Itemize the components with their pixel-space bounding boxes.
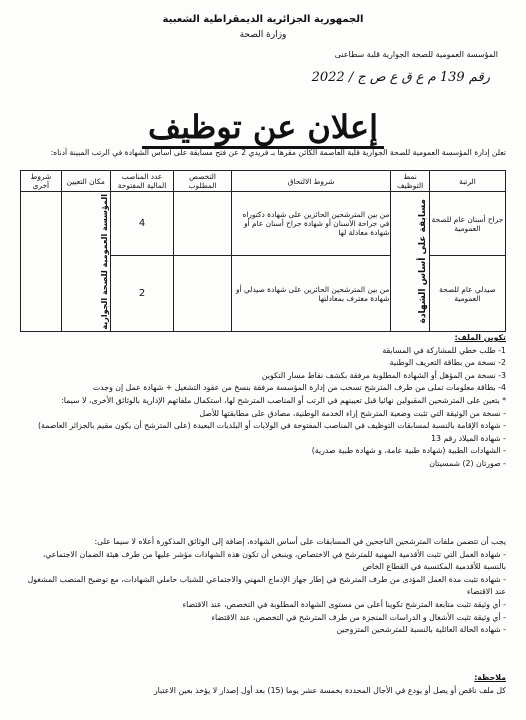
criteria-item: - شهادة العمل التي تثبت الأقدمية المهنية للمترشح في الاختصاص، وينبغي أن تكون هذه الشهادات مؤشر عليها من طرف هيئة الضمان الاجتماعي، بالنسبة للأقدمية المكتسبة في القطاع الخاص [42, 549, 506, 572]
th-specialty: التخصص المطلوب [174, 171, 231, 192]
note-label: ملاحظة: [474, 673, 506, 682]
mode-value: مسابقة على أساس الشهادة [417, 199, 428, 324]
header-republic: الجمهورية الجزائرية الديمقراطية الشعبية [162, 14, 364, 25]
header-ministry: وزارة الصحة [239, 30, 287, 40]
th-conditions: شروط الالتحاق [231, 171, 391, 192]
cell-posts: 4 [110, 192, 174, 256]
cell-mode [391, 192, 430, 332]
th-mode: نمط التوظيف [391, 171, 430, 192]
file-item: - شهادة الإقامة بالنسبة لمسابقات التوظيف في المناصب المفتوحة في الولايات أو البلديات البعيدة (على المترشح أن يكون مقيم بالجزائر العاصمة) [38, 421, 506, 431]
cell-rank: صيدلي عام للصحة العمومية [429, 256, 505, 332]
file-item: 3- نسخة من المؤهل أو الشهادة المطلوبة مرفقة بكشف نقاط مسار التكوين [261, 370, 506, 380]
cell-other [21, 192, 62, 332]
file-item: 2- نسخة من بطاقة التعريف الوطنية [389, 358, 506, 368]
note-section [20, 672, 506, 697]
location-value: المؤسسة العمومية للصحة الجوارية [99, 193, 109, 330]
recruitment-table [20, 170, 506, 332]
cell-specialty [174, 192, 231, 256]
title-text: إعلان عن توظيف [142, 108, 384, 149]
cell-conditions: من بين المترشحين الحائزين على شهادة صيدلي أو شهادة معترف بمعادلتها [231, 256, 391, 332]
page-title [0, 108, 526, 146]
file-item: - الشهادات الطبية (شهادة طبية عامة، و شهادة طبية صدرية) [311, 446, 506, 456]
th-rank: الرتبة [429, 171, 505, 192]
note-text: كل ملف ناقص أو يصل أو يودع في الأجال المحددة بخمسة عشر يوما (15) بعد أول إصدار لا يؤخذ بعين الاعتبار [153, 685, 506, 695]
file-item: - صورتان (2) شمسيتان [429, 458, 506, 468]
th-location: مكان التعيين [61, 171, 110, 192]
th-other: شروط أخرى [21, 171, 62, 192]
table-row [21, 192, 506, 256]
file-section [20, 332, 506, 471]
cell-conditions: من بين المترشحين الحائزين على شهادة دكتوراه في جراحة الأسنان أو شهادة جراح أسنان عام أو شهادة معادلة لها [231, 192, 391, 256]
header-reference: رقم 139 م ع ق ع ص ج / 2022 [311, 70, 490, 85]
cell-posts: 2 [110, 256, 174, 332]
criteria-item: - شهادة تثبت مدة العمل المؤدى من طرف المترشح في إطار جهاز الإدماج المهني والاجتماعي للشباب حاملي الشهادات، مع توضيح المنصب المشغول عند الاقتضاء [27, 574, 506, 597]
header-institution: المؤسسة العمومية للصحة الجوارية قلبة سطاعنى [334, 50, 498, 59]
file-item: 1- طلب خطي للمشاركة في المسابقة [382, 345, 506, 355]
cell-rank: جراح أسنان عام للصحة العمومية [429, 192, 505, 256]
criteria-item: - أي وثيقة تثبت الأشغال و الدراسات المنجزة من طرف المترشح في التخصص، عند الاقتضاء [211, 612, 506, 622]
criteria-intro: يجب أن تتضمن ملفات المترشحين الناجحين في المسابقات على أساس الشهادة، إضافة إلى الوثائق المذكورة أعلاه لا سيما على: [94, 537, 506, 546]
file-label: تكوين الملف: [454, 333, 506, 342]
intro-paragraph: تعلن إدارة المؤسسة العمومية للصحة الجوارية قلبة العاصمة الكائن مقرها بـ فريدي 2 عن فتح مسابقة على أساس الشهادة في الرتب المبينة أدناه: [50, 148, 506, 157]
file-item: - شهادة الميلاد رقم 13 [431, 433, 506, 443]
file-item: 4- بطاقة معلومات تملى من طرف المترشح تسحب من إدارة المؤسسة مرفقة بنسخ من عقود التشغيل + شهادة عمل إن وجدت [92, 383, 506, 393]
th-posts: عدد المناصب المالية المفتوحة [110, 171, 174, 192]
file-item: * يتعين على المترشحين المقبولين نهائيا قبل تعيينهم في الرتب أو المناصب المترشح لها، استكمال ملفاتهم الإدارية بالوثائق الأخرى، لا سيما: [61, 395, 506, 405]
table-header-row [21, 171, 506, 192]
cell-location [61, 192, 110, 332]
cell-specialty [174, 256, 231, 332]
criteria-section [20, 536, 506, 637]
criteria-item: - شهادة الحالة العائلية بالنسبة للمترشحين المتزوجين [336, 625, 506, 635]
file-item: - نسخة من الوثيقة التي تثبت وضعية المترشح إزاء الخدمة الوطنية، مصادق على مطابقتها للأصل [199, 408, 506, 418]
criteria-item: - أي وثيقة تثبت متابعة المترشح تكوينا أعلى من مستوى الشهادة المطلوبة في التخصص، عند الاقتضاء [182, 599, 506, 609]
